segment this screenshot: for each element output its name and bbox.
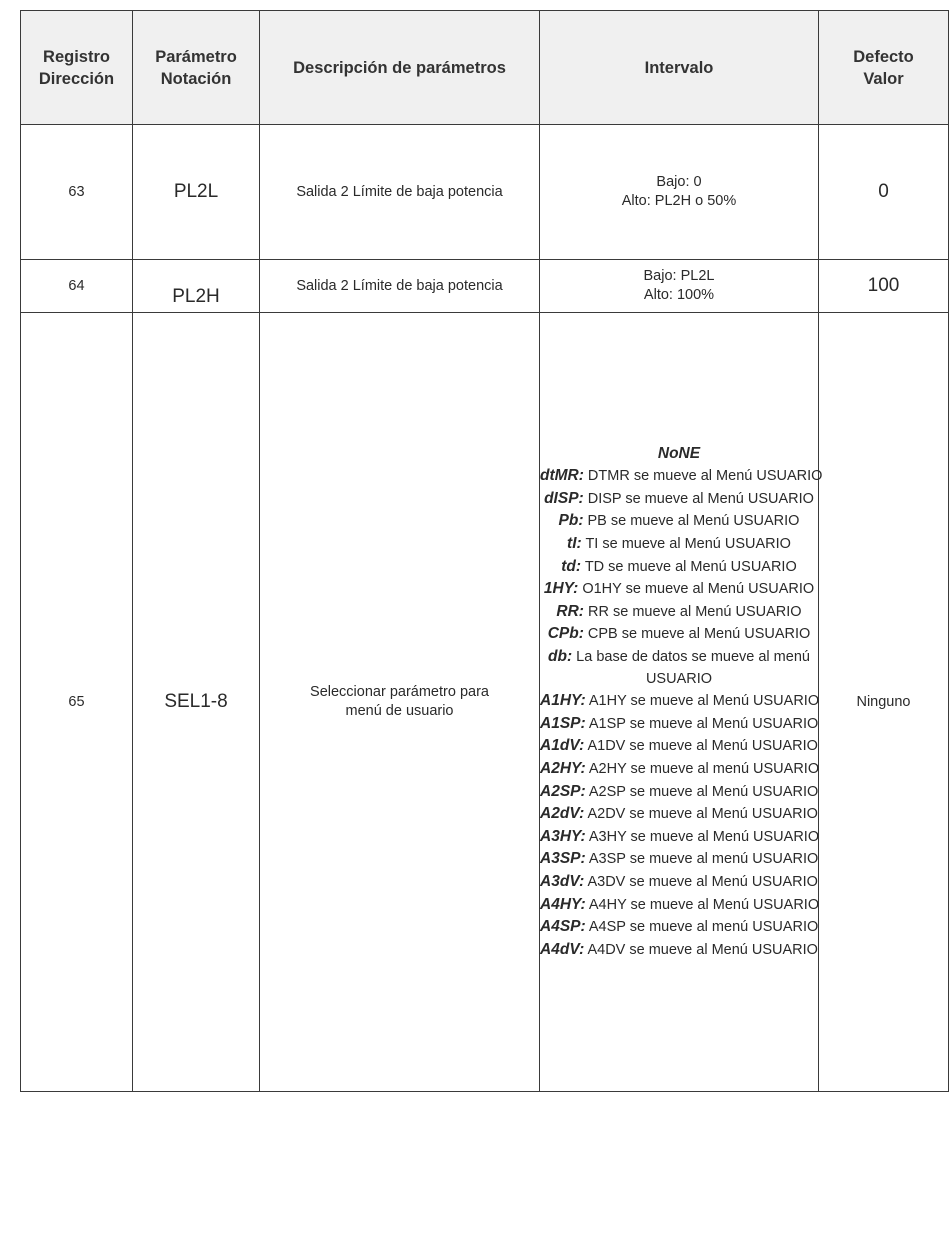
option-code: A4HY: <box>540 895 586 913</box>
option-text: A4DV se mueve al Menú USUARIO <box>584 941 818 958</box>
option-text: A1DV se mueve al Menú USUARIO <box>584 738 818 755</box>
option-item <box>540 871 818 894</box>
default-cell: Ninguno <box>819 313 949 1092</box>
address-cell: 65 <box>21 313 133 1092</box>
option-text: A3SP se mueve al menú USUARIO <box>585 851 819 868</box>
option-item <box>540 803 818 826</box>
option-item <box>540 826 818 849</box>
header-interval: Intervalo <box>540 11 819 125</box>
header-row <box>21 11 949 125</box>
option-code: td: <box>561 557 582 575</box>
option-text: RR se mueve al Menú USUARIO <box>583 603 802 620</box>
interval-cell: Bajo: PL2L Alto: 100% <box>540 260 819 313</box>
option-code: NoNE <box>657 444 701 462</box>
option-code: dISP: <box>544 489 584 507</box>
option-item <box>540 556 818 579</box>
notation-cell: PL2L <box>133 125 260 260</box>
table-row <box>21 313 949 1092</box>
option-item <box>540 894 818 917</box>
option-text: A1SP se mueve al Menú USUARIO <box>585 715 819 732</box>
address-cell: 63 <box>21 125 133 260</box>
default-cell: 0 <box>819 125 949 260</box>
option-text: A2HY se mueve al menú USUARIO <box>585 760 820 777</box>
parameter-table <box>20 10 949 1092</box>
option-text: A3HY se mueve al Menú USUARIO <box>585 828 820 845</box>
option-item <box>540 690 818 713</box>
option-code: A2SP: <box>540 782 586 800</box>
header-parameter-notation: Parámetro Notación <box>133 11 260 125</box>
option-item <box>540 646 818 690</box>
option-text: CPB se mueve al Menú USUARIO <box>583 626 811 643</box>
option-text: La base de datos se mueve al menú USUARIO <box>572 649 810 687</box>
option-item <box>540 510 818 533</box>
table-row <box>21 260 949 313</box>
option-item <box>540 713 818 736</box>
header-description: Descripción de parámetros <box>260 11 540 125</box>
option-code: A1dV: <box>540 737 585 755</box>
option-code: A4dV: <box>540 940 585 958</box>
option-text: TD se mueve al Menú USUARIO <box>581 558 797 575</box>
option-text: A4HY se mueve al Menú USUARIO <box>585 896 820 913</box>
option-item <box>540 781 818 804</box>
option-text: PB se mueve al Menú USUARIO <box>583 513 800 530</box>
option-code: A3SP: <box>540 850 586 868</box>
option-text: A4SP se mueve al menú USUARIO <box>585 919 819 936</box>
description-cell: Seleccionar parámetro para menú de usuario <box>260 313 540 1092</box>
header-default-value: Defecto Valor <box>819 11 949 125</box>
option-item <box>540 488 818 511</box>
option-item <box>540 443 818 466</box>
option-text: O1HY se mueve al Menú USUARIO <box>578 581 815 598</box>
option-code: Pb: <box>558 512 584 530</box>
interval-cell: Bajo: 0 Alto: PL2H o 50% <box>540 125 819 260</box>
option-item <box>540 601 818 624</box>
description-cell: Salida 2 Límite de baja potencia <box>260 125 540 260</box>
option-code: A2dV: <box>540 805 585 823</box>
option-text: A2SP se mueve al Menú USUARIO <box>585 783 819 800</box>
option-code: A1SP: <box>540 714 586 732</box>
option-code: db: <box>548 648 573 666</box>
option-text: A2DV se mueve al Menú USUARIO <box>584 806 818 823</box>
option-code: A3dV: <box>540 872 585 890</box>
option-code: CPb: <box>547 625 584 643</box>
notation-cell: SEL1-8 <box>133 313 260 1092</box>
option-text: A1HY se mueve al Menú USUARIO <box>585 693 820 710</box>
option-code: 1HY: <box>543 580 579 598</box>
option-code: A3HY: <box>540 827 586 845</box>
address-cell: 64 <box>21 260 133 313</box>
option-item <box>540 533 818 556</box>
header-register-address: Registro Dirección <box>21 11 133 125</box>
option-text: A3DV se mueve al Menú USUARIO <box>584 873 818 890</box>
table-row <box>21 125 949 260</box>
option-code: tI: <box>567 535 582 553</box>
option-item <box>540 916 818 939</box>
option-item <box>540 623 818 646</box>
option-code: dtMR: <box>540 467 584 485</box>
option-item <box>540 939 818 962</box>
option-code: A4SP: <box>540 918 586 936</box>
notation-cell: PL2H <box>133 260 260 313</box>
option-item <box>540 578 818 601</box>
default-cell: 100 <box>819 260 949 313</box>
option-item <box>540 735 818 758</box>
option-text: DISP se mueve al Menú USUARIO <box>583 490 814 507</box>
option-item <box>540 848 818 871</box>
option-item <box>540 758 818 781</box>
option-text: DTMR se mueve al Menú USUARIO <box>583 468 823 485</box>
option-item <box>540 465 823 488</box>
option-code: A2HY: <box>540 759 586 777</box>
option-code: RR: <box>556 602 584 620</box>
options-cell <box>540 313 823 1092</box>
option-text: TI se mueve al Menú USUARIO <box>581 536 791 553</box>
option-code: A1HY: <box>540 692 586 710</box>
options-list <box>540 443 823 962</box>
description-cell: Salida 2 Límite de baja potencia <box>260 260 540 313</box>
